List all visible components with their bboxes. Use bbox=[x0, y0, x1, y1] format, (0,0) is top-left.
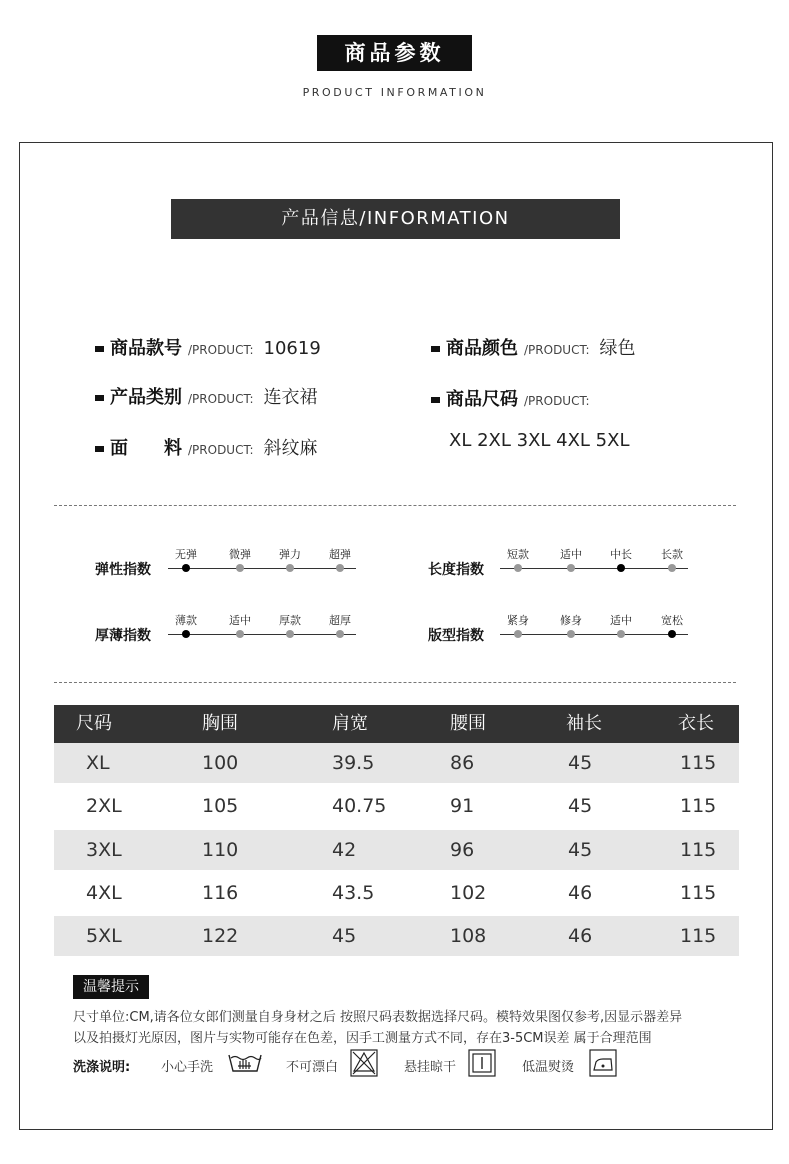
table-row bbox=[54, 743, 739, 783]
table-cell: 46 bbox=[568, 925, 593, 947]
table-header-cell: 肩宽 bbox=[332, 713, 368, 734]
table-cell: 4XL bbox=[86, 882, 122, 904]
index-track bbox=[500, 634, 688, 635]
info-item-fabric bbox=[95, 434, 318, 460]
table-cell: 91 bbox=[450, 795, 475, 817]
table-cell: XL bbox=[86, 752, 110, 774]
tips-line: 以及拍摄灯光原因，图片与实物可能存在色差，因手工测量方式不同，存在3-5CM误差 属于合理范围 bbox=[73, 1031, 652, 1046]
hang-dry-icon bbox=[468, 1049, 496, 1077]
table-cell: 115 bbox=[680, 925, 717, 947]
wash-label: 低温熨烫 bbox=[522, 1060, 575, 1075]
table-cell: 45 bbox=[332, 925, 357, 947]
index-option-label: 厚款 bbox=[279, 614, 301, 627]
index-option-label: 修身 bbox=[560, 614, 582, 627]
tips-line: 尺寸单位:CM,请各位女郎们测量自身身材之后 按照尺码表数据选择尺码。模特效果图仅参考,因显示器差异 bbox=[73, 1010, 683, 1025]
index-label: 弹性指数 bbox=[95, 562, 151, 578]
table-cell: 96 bbox=[450, 839, 475, 861]
index-option-label: 适中 bbox=[610, 614, 632, 627]
info-value: 连衣裙 bbox=[263, 387, 318, 408]
index-option-label: 紧身 bbox=[507, 614, 529, 627]
index-option-label: 微弹 bbox=[229, 548, 251, 561]
info-label-en: /PRODUCT: bbox=[188, 392, 254, 406]
info-value: 斜纹麻 bbox=[263, 438, 318, 459]
info-label-en: /PRODUCT: bbox=[524, 343, 590, 357]
index-dot bbox=[336, 630, 344, 638]
available-sizes: XL 2XL 3XL 4XL 5XL bbox=[449, 430, 630, 451]
table-cell: 43.5 bbox=[332, 882, 375, 904]
bullet-square-icon bbox=[431, 346, 440, 352]
table-row bbox=[54, 830, 739, 870]
table-cell: 86 bbox=[450, 752, 475, 774]
index-option-label: 薄款 bbox=[175, 614, 197, 627]
info-value: 10619 bbox=[263, 338, 321, 359]
index-track bbox=[500, 568, 688, 569]
table-header-cell: 袖长 bbox=[566, 713, 602, 734]
wash-label: 悬挂晾干 bbox=[404, 1060, 457, 1075]
table-cell: 40.75 bbox=[332, 795, 387, 817]
table-row bbox=[54, 873, 739, 913]
no-bleach-icon bbox=[350, 1049, 378, 1077]
index-dot bbox=[617, 630, 625, 638]
bullet-square-icon bbox=[431, 397, 440, 403]
index-dot bbox=[514, 564, 522, 572]
low-iron-icon bbox=[589, 1049, 617, 1077]
table-cell: 45 bbox=[568, 795, 593, 817]
table-header-cell: 胸围 bbox=[202, 713, 238, 734]
index-dot bbox=[668, 564, 676, 572]
index-option-label: 短款 bbox=[507, 548, 529, 561]
tips-tag: 温馨提示 bbox=[73, 975, 149, 999]
info-label: 商品尺码 bbox=[446, 389, 518, 410]
table-cell: 100 bbox=[202, 752, 239, 774]
index-dot bbox=[236, 630, 244, 638]
info-item-style-number bbox=[95, 334, 321, 360]
index-label: 长度指数 bbox=[428, 562, 484, 578]
page-title: 商品参数 bbox=[317, 35, 472, 71]
index-dot bbox=[514, 630, 522, 638]
bullet-square-icon bbox=[95, 446, 104, 452]
table-cell: 102 bbox=[450, 882, 487, 904]
index-dot bbox=[567, 630, 575, 638]
table-cell: 116 bbox=[202, 882, 239, 904]
table-cell: 2XL bbox=[86, 795, 122, 817]
washing-title: 洗涤说明: bbox=[73, 1060, 131, 1075]
info-label-en: /PRODUCT: bbox=[188, 443, 254, 457]
table-cell: 115 bbox=[680, 752, 717, 774]
index-dot bbox=[286, 564, 294, 572]
table-cell: 45 bbox=[568, 752, 593, 774]
table-row bbox=[54, 916, 739, 956]
hand-wash-icon bbox=[226, 1049, 264, 1075]
index-option-label: 中长 bbox=[610, 548, 632, 561]
table-cell: 3XL bbox=[86, 839, 122, 861]
table-row bbox=[54, 786, 739, 826]
index-label: 厚薄指数 bbox=[95, 628, 151, 644]
index-dot-selected bbox=[617, 564, 625, 572]
divider bbox=[54, 505, 736, 506]
index-option-label: 适中 bbox=[560, 548, 582, 561]
table-cell: 115 bbox=[680, 795, 717, 817]
info-label: 商品颜色 bbox=[446, 338, 518, 359]
info-label: 产品类别 bbox=[110, 387, 182, 408]
page-subtitle: PRODUCT INFORMATION bbox=[302, 86, 487, 99]
table-header-cell: 尺码 bbox=[76, 713, 112, 734]
info-value: 绿色 bbox=[599, 338, 636, 359]
index-dot bbox=[336, 564, 344, 572]
index-track bbox=[168, 634, 356, 635]
index-dot bbox=[236, 564, 244, 572]
info-item-category bbox=[95, 383, 318, 409]
info-section-title: 产品信息/INFORMATION bbox=[171, 199, 620, 239]
wash-label: 不可漂白 bbox=[286, 1060, 339, 1075]
info-label-en: /PRODUCT: bbox=[188, 343, 254, 357]
index-dot bbox=[286, 630, 294, 638]
table-cell: 39.5 bbox=[332, 752, 375, 774]
table-cell: 105 bbox=[202, 795, 239, 817]
index-dot bbox=[567, 564, 575, 572]
info-label: 面 料 bbox=[110, 438, 182, 459]
index-option-label: 宽松 bbox=[661, 614, 683, 627]
info-label-en: /PRODUCT: bbox=[524, 394, 590, 408]
table-cell: 115 bbox=[680, 882, 717, 904]
info-item-color bbox=[431, 334, 636, 360]
index-dot-selected bbox=[182, 564, 190, 572]
table-header-cell: 衣长 bbox=[678, 713, 714, 734]
index-option-label: 长款 bbox=[661, 548, 683, 561]
table-cell: 46 bbox=[568, 882, 593, 904]
table-header-cell: 腰围 bbox=[450, 713, 486, 734]
info-label: 商品款号 bbox=[110, 338, 182, 359]
index-label: 版型指数 bbox=[428, 628, 484, 644]
bullet-square-icon bbox=[95, 395, 104, 401]
table-cell: 42 bbox=[332, 839, 357, 861]
index-option-label: 适中 bbox=[229, 614, 251, 627]
index-option-label: 无弹 bbox=[175, 548, 197, 561]
info-item-sizes bbox=[431, 385, 600, 411]
wash-label: 小心手洗 bbox=[161, 1060, 214, 1075]
table-cell: 5XL bbox=[86, 925, 122, 947]
table-cell: 122 bbox=[202, 925, 239, 947]
bullet-square-icon bbox=[95, 346, 104, 352]
index-option-label: 超弹 bbox=[329, 548, 351, 561]
table-cell: 45 bbox=[568, 839, 593, 861]
index-option-label: 超厚 bbox=[329, 614, 351, 627]
table-cell: 115 bbox=[680, 839, 717, 861]
index-dot-selected bbox=[668, 630, 676, 638]
index-dot-selected bbox=[182, 630, 190, 638]
table-cell: 108 bbox=[450, 925, 487, 947]
index-track bbox=[168, 568, 356, 569]
table-cell: 110 bbox=[202, 839, 239, 861]
divider bbox=[54, 682, 736, 683]
index-option-label: 弹力 bbox=[279, 548, 301, 561]
size-table-header bbox=[54, 705, 739, 743]
